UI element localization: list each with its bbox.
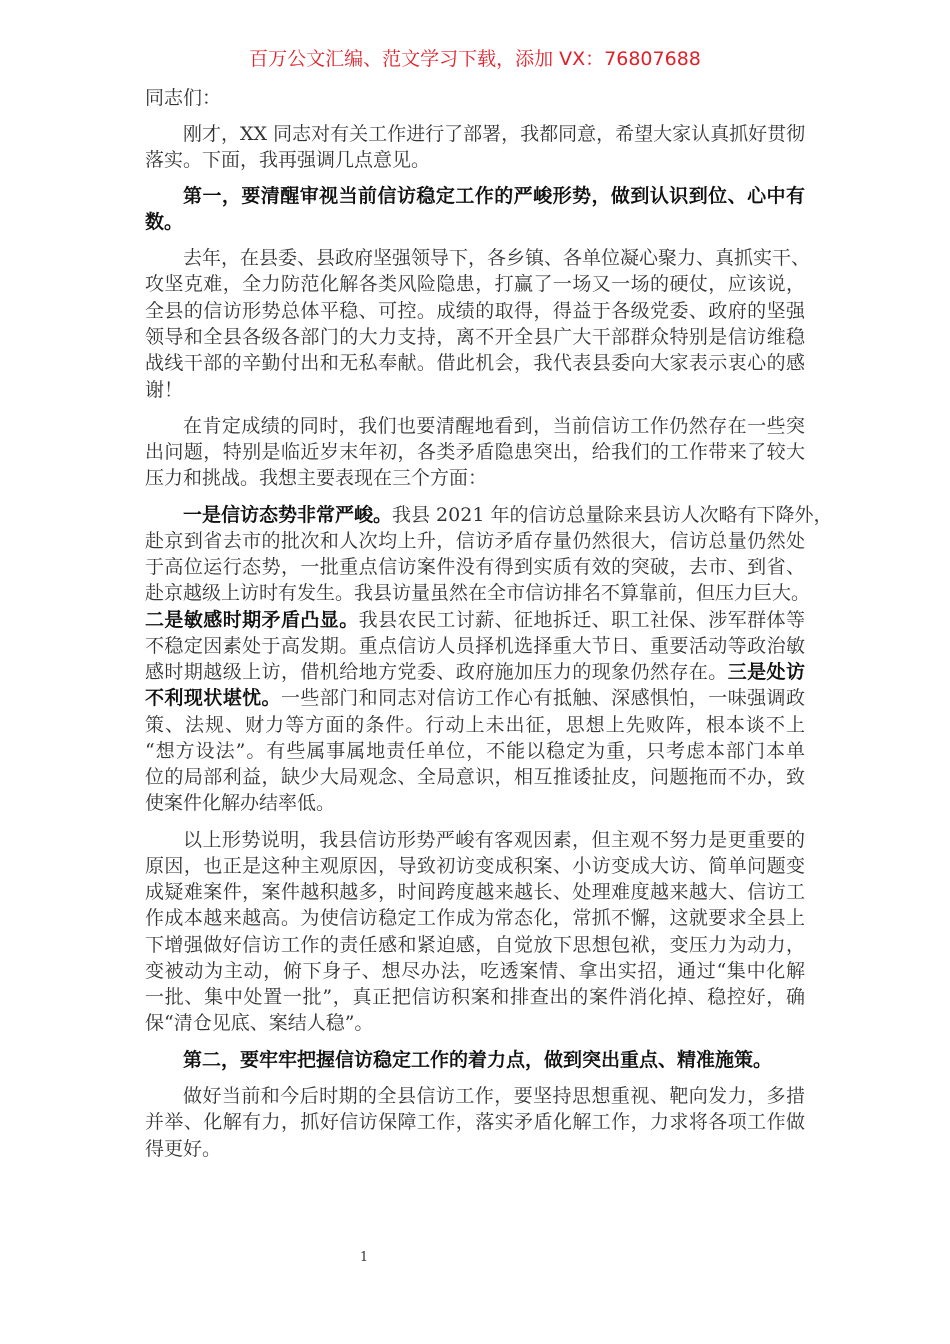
bold-text: 一是信访态势非常严峻。 xyxy=(183,504,393,526)
bold-text: 第一，要清醒审视当前信访稳定工作的严峻形势，做到认识到位、心中有 xyxy=(183,185,805,207)
text-line xyxy=(145,790,805,816)
body-text: 压力和挑战。我想主要表现在三个方面： xyxy=(145,467,488,489)
body-text: 同志们： xyxy=(145,87,222,109)
text-line xyxy=(145,580,811,606)
bold-text: 二是敏感时期矛盾凸显。 xyxy=(145,609,359,631)
body-text: 我县 2021 年的信访总量除来县访人次略有下降外， xyxy=(392,504,833,526)
body-text: 于高位运行态势，一批重点信访案件没有得到实质有效的突破，去市、到省、 xyxy=(145,556,805,578)
text-line xyxy=(183,1083,805,1109)
text-line xyxy=(183,121,805,147)
body-text: 并举、化解有力，抓好信访保障工作，落实矛盾化解工作，力求将各项工作做 xyxy=(145,1111,805,1133)
text-line xyxy=(145,607,805,633)
page-number: 1 xyxy=(359,1250,369,1265)
body-text: 赴京越级上访时有发生。我县访量虽然在全市信访排名不算靠前，但压力巨大。 xyxy=(145,582,811,604)
text-line xyxy=(145,659,805,685)
text-line xyxy=(145,712,805,738)
text-line xyxy=(145,685,805,711)
bold-text: 不利现状堪忧。 xyxy=(145,687,281,709)
download-banner: 百万公文汇编、范文学习下载，添加 VX：76807688 xyxy=(249,48,701,70)
body-text: 下增强做好信访工作的责任感和紧迫感，自觉放下思想包袱，变压力为动力， xyxy=(145,934,805,956)
body-text: 一些部门和同志对信访工作心有抵触、深感惧怕，一味强调政 xyxy=(280,687,805,709)
text-line xyxy=(145,554,805,580)
text-line xyxy=(183,413,805,439)
text-line xyxy=(145,1010,805,1036)
text-line xyxy=(183,1047,805,1073)
body-text: 全县的信访形势总体平稳、可控。成绩的取得，得益于各级党委、政府的坚强 xyxy=(145,300,805,322)
text-line xyxy=(145,1109,805,1135)
body-text: 去年，在县委、县政府坚强领导下，各乡镇、各单位凝心聚力、真抓实干、 xyxy=(183,247,811,269)
body-text: 不稳定因素处于高发期。重点信访人员择机选择重大节日、重要活动等政治敏 xyxy=(145,635,805,657)
body-text: 得更好。 xyxy=(145,1138,222,1160)
text-line xyxy=(145,738,805,764)
text-line xyxy=(145,764,805,790)
body-text: 攻坚克难，全力防范化解各类风险隐患，打赢了一场又一场的硬仗，应该说， xyxy=(145,273,805,295)
text-line xyxy=(183,245,811,271)
body-text: 保“清仓见底、案结人稳”。 xyxy=(145,1012,374,1034)
body-text: 谢！ xyxy=(145,379,184,401)
text-line xyxy=(145,298,805,324)
text-line xyxy=(145,528,805,554)
body-text: 以上形势说明，我县信访形势严峻有客观因素，但主观不努力是更重要的 xyxy=(183,829,805,851)
text-line xyxy=(145,377,805,403)
text-line xyxy=(145,984,805,1010)
text-line xyxy=(145,439,805,465)
text-line xyxy=(183,502,833,528)
text-line xyxy=(145,324,805,350)
body-text: 作成本越来越高。为使信访稳定工作成为常态化，常抓不懈，这就要求全县上 xyxy=(145,907,805,929)
text-line xyxy=(145,958,805,984)
body-text: 赴京到省去市的批次和人次均上升，信访矛盾存量仍然很大，信访总量仍然处 xyxy=(145,530,805,552)
text-line xyxy=(183,183,805,209)
body-text: 做好当前和今后时期的全县信访工作，要坚持思想重视、靶向发力，多措 xyxy=(183,1085,805,1107)
body-text: 策、法规、财力等方面的条件。行动上未出征，思想上先败阵，根本谈不上 xyxy=(145,714,805,736)
text-line xyxy=(183,827,805,853)
body-text: 落实。下面，我再强调几点意见。 xyxy=(145,149,431,171)
bold-text: 数。 xyxy=(145,211,184,233)
body-text: 出问题，特别是临近岁末年初，各类矛盾隐患突出，给我们的工作带来了较大 xyxy=(145,441,805,463)
bold-text: 三是处访 xyxy=(727,661,805,683)
text-line xyxy=(145,1136,805,1162)
text-line xyxy=(145,85,805,111)
text-line xyxy=(145,932,805,958)
text-line xyxy=(145,350,805,376)
body-text: 刚才，XX 同志对有关工作进行了部署，我都同意，希望大家认真抓好贯彻 xyxy=(183,123,806,145)
text-line xyxy=(145,271,805,297)
body-text: “想方设法”。有些属事属地责任单位，不能以稳定为重，只考虑本部门本单 xyxy=(145,740,805,762)
body-text: 成疑难案件，案件越积越多，时间跨度越来越长、处理难度越来越大、信访工 xyxy=(145,881,805,903)
text-line xyxy=(145,633,805,659)
body-text: 战线干部的辛勤付出和无私奉献。借此机会，我代表县委向大家表示衷心的感 xyxy=(145,352,805,374)
text-line xyxy=(145,209,805,235)
body-text: 位的局部利益，缺少大局观念、全局意识，相互推诿扯皮，问题拖而不办，致 xyxy=(145,766,805,788)
body-text: 感时期越级上访，借机给地方党委、政府施加压力的现象仍然存在。 xyxy=(145,661,728,683)
body-text: 领导和全县各级各部门的大力支持，离不开全县广大干部群众特别是信访维稳 xyxy=(145,326,805,348)
text-line xyxy=(145,147,805,173)
body-text: 原因，也正是这种主观原因，导致初访变成积案、小访变成大访、简单问题变 xyxy=(145,855,805,877)
body-text: 使案件化解办结率低。 xyxy=(145,792,336,814)
body-text: 我县农民工讨薪、征地拆迁、职工社保、涉军群体等 xyxy=(358,609,805,631)
text-line xyxy=(145,879,805,905)
body-text: 在肯定成绩的同时，我们也要清醒地看到，当前信访工作仍然存在一些突 xyxy=(183,415,805,437)
bold-text: 第二，要牢牢把握信访稳定工作的着力点，做到突出重点、精准施策。 xyxy=(183,1049,773,1071)
text-line xyxy=(145,465,805,491)
text-line xyxy=(145,905,805,931)
body-text: 变被动为主动，俯下身子、想尽办法，吃透案情、拿出实招，通过“集中化解 xyxy=(145,960,805,982)
body-text: 一批、集中处置一批”，真正把信访积案和排查出的案件消化掉、稳控好，确 xyxy=(145,986,805,1008)
text-line xyxy=(145,853,805,879)
